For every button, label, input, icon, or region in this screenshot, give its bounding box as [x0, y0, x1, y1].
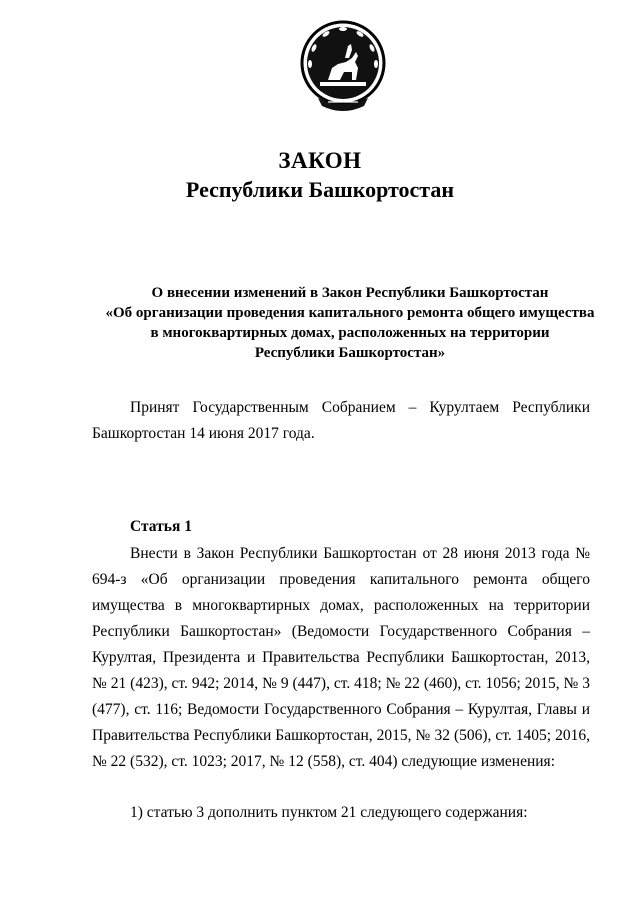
subject-line: Республики Башкортостан» [254, 345, 446, 361]
subject-line: в многоквартирных домах, расположенных на территории [150, 325, 550, 341]
article-1-heading: Статья 1 [130, 518, 192, 535]
document-title: ЗАКОН [278, 148, 362, 173]
coat-of-arms-emblem [298, 18, 388, 118]
adoption-statement: Принят Государственным Собранием – Курултаем Республики Башкортостан 14 июня 2017 года. [92, 399, 590, 442]
subject-line: О внесении изменений в Закон Республики Башкортостан [151, 285, 549, 301]
article-1-item-1: 1) статью 3 дополнить пунктом 21 следующего содержания: [130, 804, 528, 821]
subject-line: «Об организации проведения капитального ремонта общего имущества [105, 305, 595, 321]
law-subject [60, 283, 640, 363]
article-1-body: Внести в Закон Республики Башкортостан от 28 июня 2013 года № 694-з «Об организации проведения капитального ремонта общего имущества в многоквартирных домах, расположенных на территории Республики Башкортостан» (Ведомости Государственного Собрания – Курултая, Президента и Правительства Республики Башкортостан, 2013, № 21 (423), ст. 942; 2014, № 9 (447), ст. 418; № 22 (460), ст. 1056; 2015, № 3 (477), ст. 116; Ведомости Государственного Собрания – Курултая, Главы и Правительства Республики Башкортостан, 2015, № 32 (506), ст. 1405; 2016, № 22 (532), ст. 1023; 2017, № 12 (558), ст. 404) следующие изменения: [92, 545, 590, 770]
document-subtitle: Республики Башкортостан [185, 177, 455, 202]
